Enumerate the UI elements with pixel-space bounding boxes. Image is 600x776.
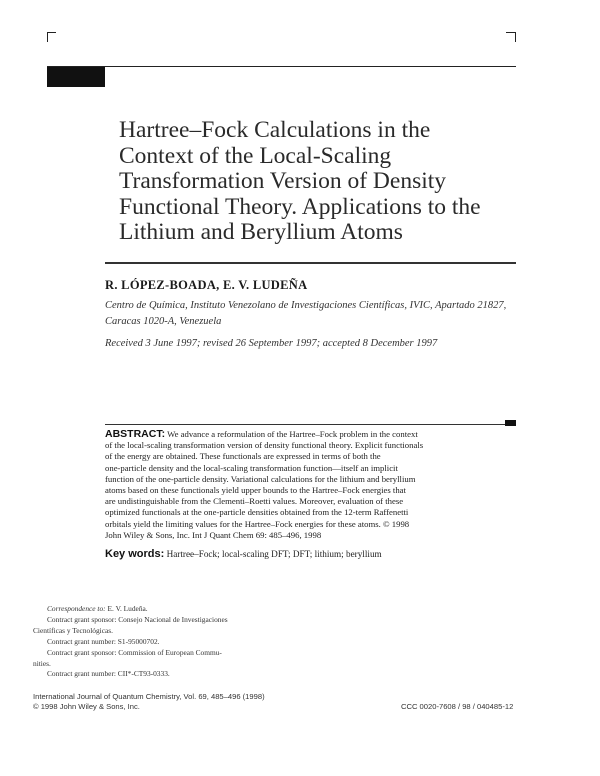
abstract-line: orbitals yield the limiting values for the Hartree–Fock energies for these atoms. © 1998 [105, 518, 410, 529]
abstract-marker-block [505, 420, 516, 426]
affiliation-line: Centro de Química, Instituto Venezolano de Investigaciones Científicas, IVIC, Apartado 21827, [105, 300, 507, 311]
paper-title [119, 118, 519, 246]
abstract-rule [105, 424, 505, 425]
footnote-correspondence [33, 604, 333, 615]
title-line: Transformation Version of Density [119, 168, 447, 194]
abstract-line: atoms based on these functionals yield upper bounds to the Hartree–Fock energies that [105, 485, 406, 496]
footnote-line: Contract grant sponsor: Consejo Nacional de Investigaciones [47, 614, 228, 624]
abstract-line: optimized functionals at the one-particle densities obtained from the 12-term Raffenetti [105, 507, 409, 518]
affiliation-line: Caracas 1020-A, Venezuela [105, 315, 222, 327]
abstract-line: of the energy are obtained. These functionals are expressed in terms of both the [105, 451, 381, 462]
crop-mark-top-right-horizontal [506, 32, 515, 33]
abstract-line: one-particle density and the local-scaling transformation function—itself an implicit [105, 462, 398, 473]
footer-journal-info [33, 692, 265, 712]
footnote-line: Contract grant number: S1-95000702. [47, 636, 160, 646]
header-rule [47, 66, 516, 67]
title-rule [105, 262, 516, 264]
title-line: Context of the Local-Scaling [119, 142, 392, 169]
footnotes [33, 604, 333, 680]
abstract-text: We advance a reformulation of the Hartree–Fock problem in the context [165, 429, 418, 439]
abstract-line: John Wiley & Sons, Inc. Int J Quant Chem 69: 485–496, 1998 [105, 529, 322, 540]
abstract-line: function of the one-particle density. Variational calculations for the lithium and beryllium [105, 473, 416, 484]
title-line: Hartree–Fock Calculations in the [119, 117, 431, 143]
footer-journal: International Journal of Quantum Chemistry, Vol. 69, 485–496 (1998) [33, 692, 265, 701]
crop-mark-top-left-horizontal [47, 32, 56, 33]
keywords-heading: Key words: [105, 548, 165, 560]
footnote-line: Contract grant sponsor: Commission of European Commu- [47, 647, 222, 657]
keywords-text: Hartree–Fock; local-scaling DFT; DFT; lithium; beryllium [164, 549, 382, 559]
abstract-heading: ABSTRACT: [105, 428, 166, 440]
crop-mark-top-left-vertical [47, 32, 48, 42]
footnote-line: Científicas y Tecnológicas. [33, 625, 114, 635]
abstract-first-line [105, 429, 465, 440]
correspondence-name: E. V. Ludeña. [105, 604, 148, 613]
affiliation [105, 298, 506, 329]
abstract [105, 429, 465, 541]
received-dates: Received 3 June 1997; revised 26 September 1997; accepted 8 December 1997 [105, 338, 438, 349]
abstract-line: of the local-scaling transformation version of density functional theory. Explicit functionals [105, 440, 424, 451]
title-line: Lithium and Beryllium Atoms [119, 219, 403, 245]
crop-mark-top-right-vertical [515, 32, 516, 42]
keywords [105, 548, 382, 560]
authors: R. LÓPEZ-BOADA, E. V. LUDEÑA [105, 278, 308, 292]
footer-ccc: CCC 0020-7608 / 98 / 040485-12 [401, 702, 514, 711]
header-black-tab [47, 67, 105, 87]
footer-copyright: © 1998 John Wiley & Sons, Inc. [33, 702, 140, 711]
abstract-line: are undistinguishable from the Clementi–Roetti values. Moreover, evaluation of these [105, 496, 404, 507]
footnote-line: nities. [33, 658, 51, 668]
title-line: Functional Theory. Applications to the [119, 193, 481, 220]
footnote-line: Contract grant number: CII*-CT93-0333. [47, 669, 170, 679]
correspondence-label: Correspondence to: [47, 604, 106, 613]
